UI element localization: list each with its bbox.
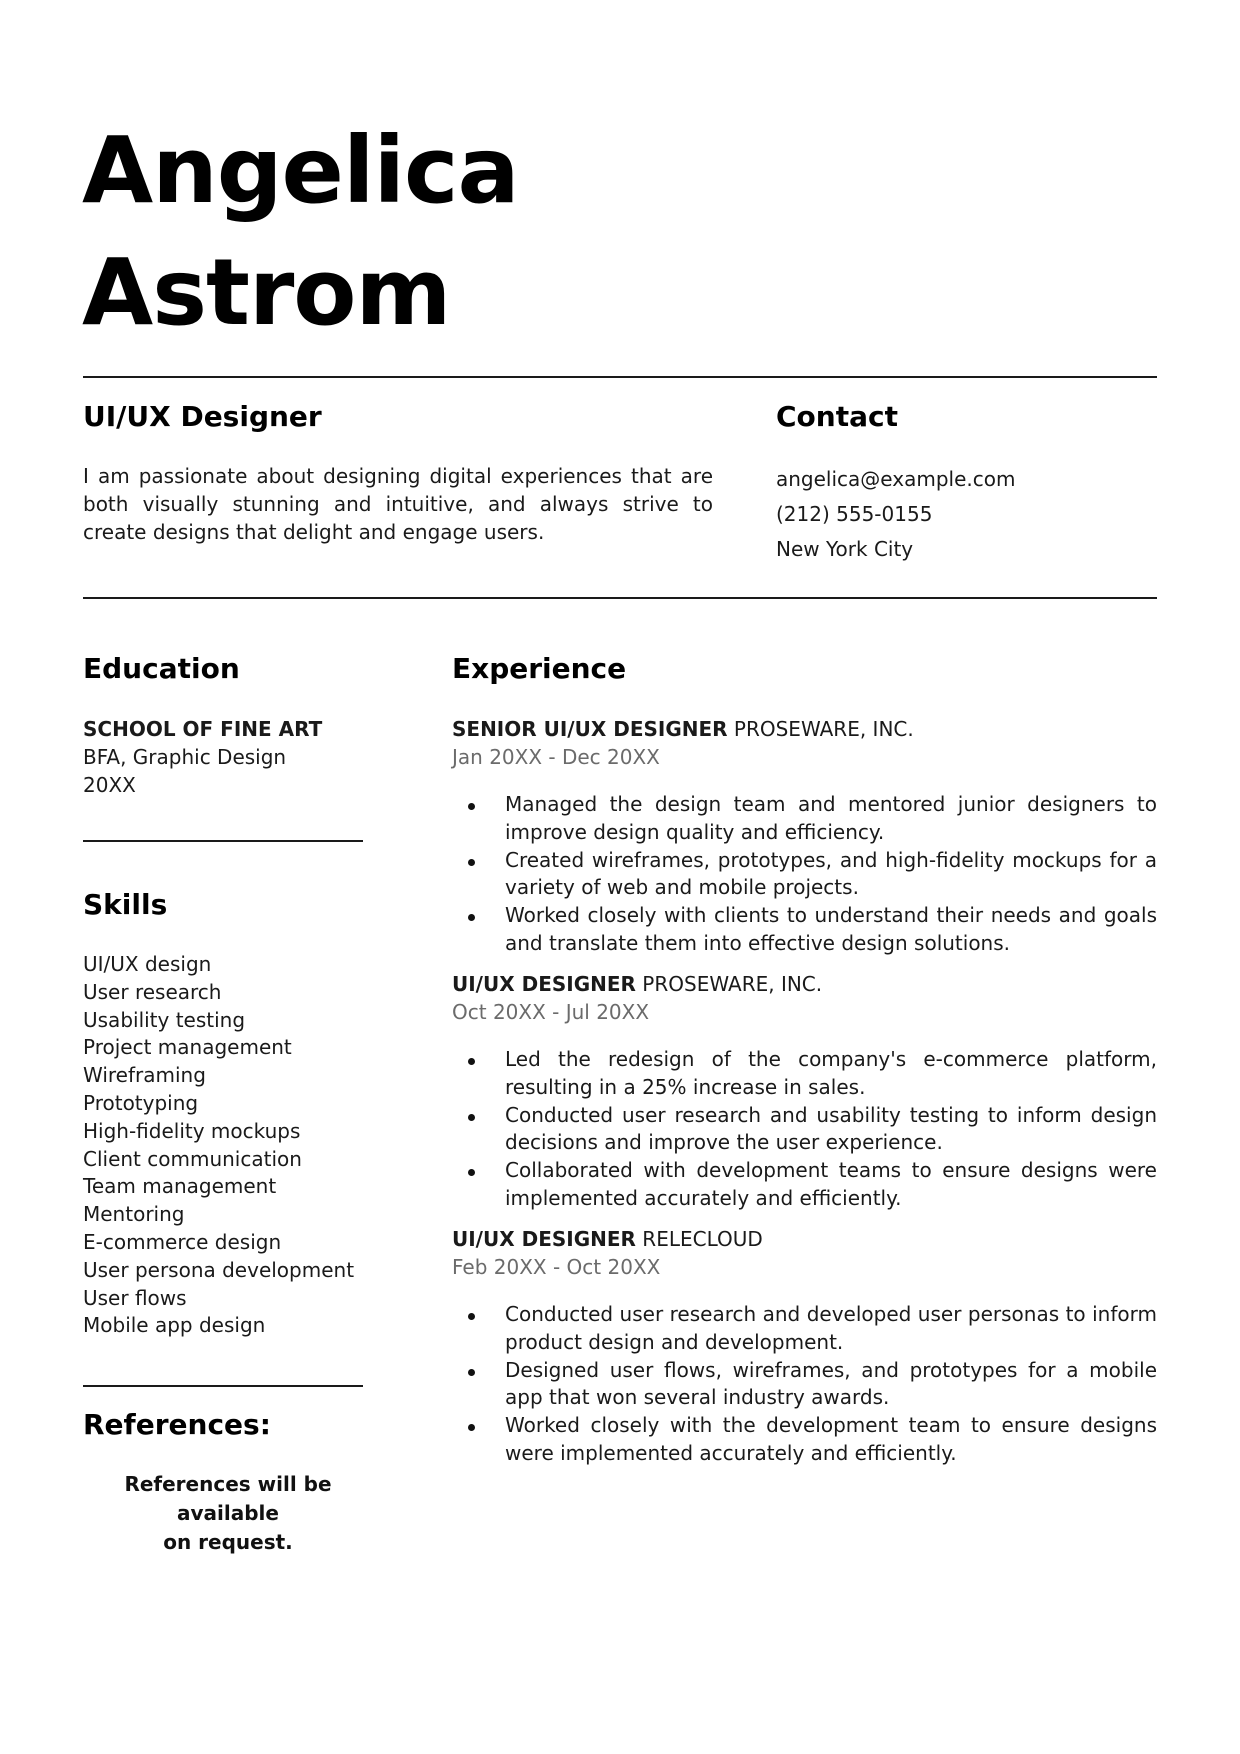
experience-entry: [452, 1225, 1157, 1468]
job-bullet: Collaborated with development teams to ensure designs were implemented accurately and efficiently.: [452, 1157, 1157, 1213]
education-school: SCHOOL OF FINE ART: [83, 717, 323, 741]
job-dates: Feb 20XX - Oct 20XX: [452, 1255, 661, 1279]
skill-item: Team management: [83, 1174, 277, 1199]
bullet-dot-icon: [468, 803, 475, 810]
skill-item: Project management: [83, 1035, 292, 1060]
job-title-line: [452, 970, 1157, 998]
job-company: PROSEWARE, INC.: [733, 717, 914, 741]
bullet-dot-icon: [468, 859, 475, 866]
contact-location: New York City: [776, 537, 914, 561]
job-bullets: [452, 1046, 1157, 1213]
job-bullet: Managed the design team and mentored junior designers to improve design quality and efficiency.: [452, 791, 1157, 847]
skill-item: E-commerce design: [83, 1229, 282, 1254]
job-bullet: Designed user flows, wireframes, and prototypes for a mobile app that won several industry awards.: [452, 1357, 1157, 1413]
contact-list: [776, 462, 1015, 567]
job-company: RELECLOUD: [642, 1227, 763, 1251]
education-heading: Education: [83, 652, 240, 685]
job-bullet: Led the redesign of the company's e-commerce platform, resulting in a 25% increase in sales.: [452, 1046, 1157, 1102]
applicant-name: [82, 110, 519, 354]
bullet-dot-icon: [468, 914, 475, 921]
skill-item: User flows: [83, 1285, 187, 1310]
bullet-dot-icon: [468, 1313, 475, 1320]
job-title-line: [452, 715, 1157, 743]
top-divider: [83, 376, 1157, 378]
bullet-dot-icon: [468, 1424, 475, 1431]
contact-heading: Contact: [776, 400, 898, 433]
contact-phone[interactable]: (212) 555-0155: [776, 502, 933, 526]
skill-item: User research: [83, 979, 222, 1004]
experience-entry: [452, 715, 1157, 958]
job-company: PROSEWARE, INC.: [642, 972, 823, 996]
experience-entry: [452, 970, 1157, 1213]
references-heading: References:: [83, 1408, 271, 1441]
contact-email[interactable]: angelica@example.com: [776, 467, 1016, 491]
job-bullet: Worked closely with clients to understand their needs and goals and translate them into effective design solutions.: [452, 902, 1157, 958]
skill-item: Client communication: [83, 1146, 302, 1171]
job-dates: Oct 20XX - Jul 20XX: [452, 1000, 650, 1024]
job-title-line: [452, 1225, 1157, 1253]
skill-item: UI/UX design: [83, 952, 212, 976]
job-bullet: Conducted user research and developed user personas to inform product design and development.: [452, 1301, 1157, 1357]
job-role: SENIOR UI/UX DESIGNER: [452, 717, 728, 741]
references-line-2: on request.: [163, 1530, 293, 1554]
job-dates: Jan 20XX - Dec 20XX: [452, 745, 660, 769]
bullet-dot-icon: [468, 1114, 475, 1121]
job-role: UI/UX DESIGNER: [452, 1227, 636, 1251]
skill-item: User persona development: [83, 1257, 355, 1282]
education-entry: [83, 715, 322, 799]
bullet-dot-icon: [468, 1169, 475, 1176]
skills-heading: Skills: [83, 888, 168, 921]
skills-list: [83, 951, 354, 1340]
job-role: UI/UX DESIGNER: [452, 972, 636, 996]
skill-item: Mentoring: [83, 1202, 185, 1227]
references-line-1: References will be available: [124, 1472, 332, 1525]
skill-item: High-fidelity mockups: [83, 1118, 301, 1143]
bullet-dot-icon: [468, 1058, 475, 1065]
skill-item: Prototyping: [83, 1090, 199, 1115]
job-bullet: Created wireframes, prototypes, and high-fidelity mockups for a variety of web and mobile projects.: [452, 847, 1157, 903]
education-year: 20XX: [83, 773, 136, 797]
skill-item: Usability testing: [83, 1007, 246, 1032]
bullet-dot-icon: [468, 1369, 475, 1376]
first-name: Angelica: [82, 117, 519, 224]
middle-divider: [83, 597, 1157, 599]
profile-summary: I am passionate about designing digital experiences that are both visually stunning and intuitive, and always strive to create designs that delight and engage users.: [83, 464, 713, 544]
last-name: Astrom: [82, 239, 451, 346]
education-degree: BFA, Graphic Design: [83, 745, 287, 769]
education-divider: [83, 840, 363, 842]
references-note: [83, 1470, 373, 1557]
experience-heading: Experience: [452, 652, 627, 685]
job-bullet: Worked closely with the development team to ensure designs were implemented accurately and efficiently.: [452, 1412, 1157, 1468]
skills-divider: [83, 1385, 363, 1387]
job-title-heading: UI/UX Designer: [83, 400, 322, 433]
skill-item: Mobile app design: [83, 1313, 266, 1338]
job-bullet: Conducted user research and usability testing to inform design decisions and improve the user experience.: [452, 1102, 1157, 1158]
skill-item: Wireframing: [83, 1063, 206, 1088]
job-bullets: [452, 1301, 1157, 1468]
job-bullets: [452, 791, 1157, 958]
